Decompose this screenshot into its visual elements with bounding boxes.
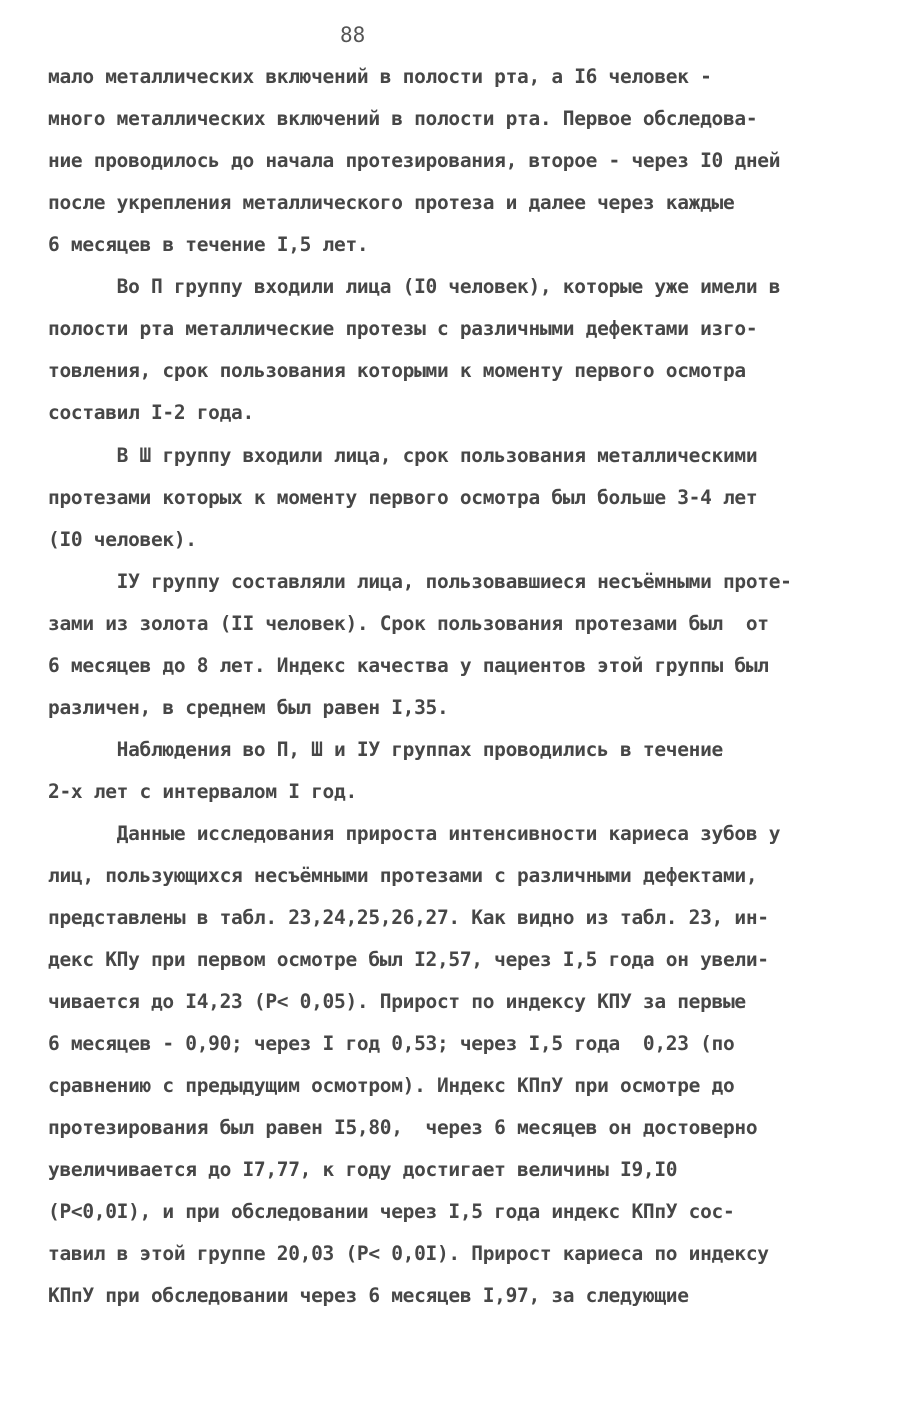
text-line: после укрепления металлического протеза и далее через каждые: [48, 191, 735, 214]
text-line: тавил в этой группе 20,03 (Р< 0,0I). Прирост кариеса по индексу: [48, 1242, 769, 1265]
text-line: 6 месяцев - 0,90; через I год 0,53; через I,5 года 0,23 (по: [48, 1032, 735, 1055]
text-line: много металлических включений в полости рта. Первое обследова-: [48, 107, 758, 130]
text-line: протезирования был равен I5,80, через 6 месяцев он достоверно: [48, 1116, 758, 1139]
text-line: 2-х лет с интервалом I год.: [48, 780, 357, 803]
text-line: Данные исследования прироста интенсивности кариеса зубов у: [48, 822, 781, 845]
text-line: протезами которых к моменту первого осмотра был больше 3-4 лет: [48, 486, 758, 509]
text-line: декс КПу при первом осмотре был I2,57, через I,5 года он увели-: [48, 948, 769, 971]
text-line: 6 месяцев в течение I,5 лет.: [48, 233, 369, 256]
text-line: представлены в табл. 23,24,25,26,27. Как видно из табл. 23, ин-: [48, 906, 769, 929]
text-line: зами из золота (II человек). Срок пользования протезами был от: [48, 612, 769, 635]
text-line: увеличивается до I7,77, к году достигает величины I9,I0: [48, 1158, 678, 1181]
text-line: составил I-2 года.: [48, 401, 254, 424]
text-line: КПпУ при обследовании через 6 месяцев I,97, за следующие: [48, 1284, 689, 1307]
text-line: Наблюдения во П, Ш и IУ группах проводились в течение: [48, 738, 723, 761]
text-line: (Р<0,0I), и при обследовании через I,5 года индекс КПпУ сос-: [48, 1200, 735, 1223]
text-line: Во П группу входили лица (I0 человек), которые уже имели в: [48, 275, 781, 298]
text-line: лиц, пользующихся несъёмными протезами с различными дефектами,: [48, 864, 758, 887]
text-line: В Ш группу входили лица, срок пользования металлическими: [48, 444, 758, 467]
text-line: (I0 человек).: [48, 528, 197, 551]
text-line: мало металлических включений в полости рта, а I6 человек -: [48, 65, 712, 88]
text-line: различен, в среднем был равен I,35.: [48, 696, 449, 719]
text-line: IУ группу составляли лица, пользовавшиеся несъёмными проте-: [48, 570, 792, 593]
text-line: товления, срок пользования которыми к моменту первого осмотра: [48, 359, 746, 382]
text-line: сравнению с предыдущим осмотром). Индекс КПпУ при осмотре до: [48, 1074, 735, 1097]
text-line: полости рта металлические протезы с различными дефектами изго-: [48, 317, 758, 340]
text-line: ние проводилось до начала протезирования, второе - через I0 дней: [48, 149, 781, 172]
text-line: чивается до I4,23 (Р< 0,05). Прирост по индексу КПУ за первые: [48, 990, 746, 1013]
text-line: 6 месяцев до 8 лет. Индекс качества у пациентов этой группы был: [48, 654, 769, 677]
page-number: 88: [340, 23, 366, 47]
